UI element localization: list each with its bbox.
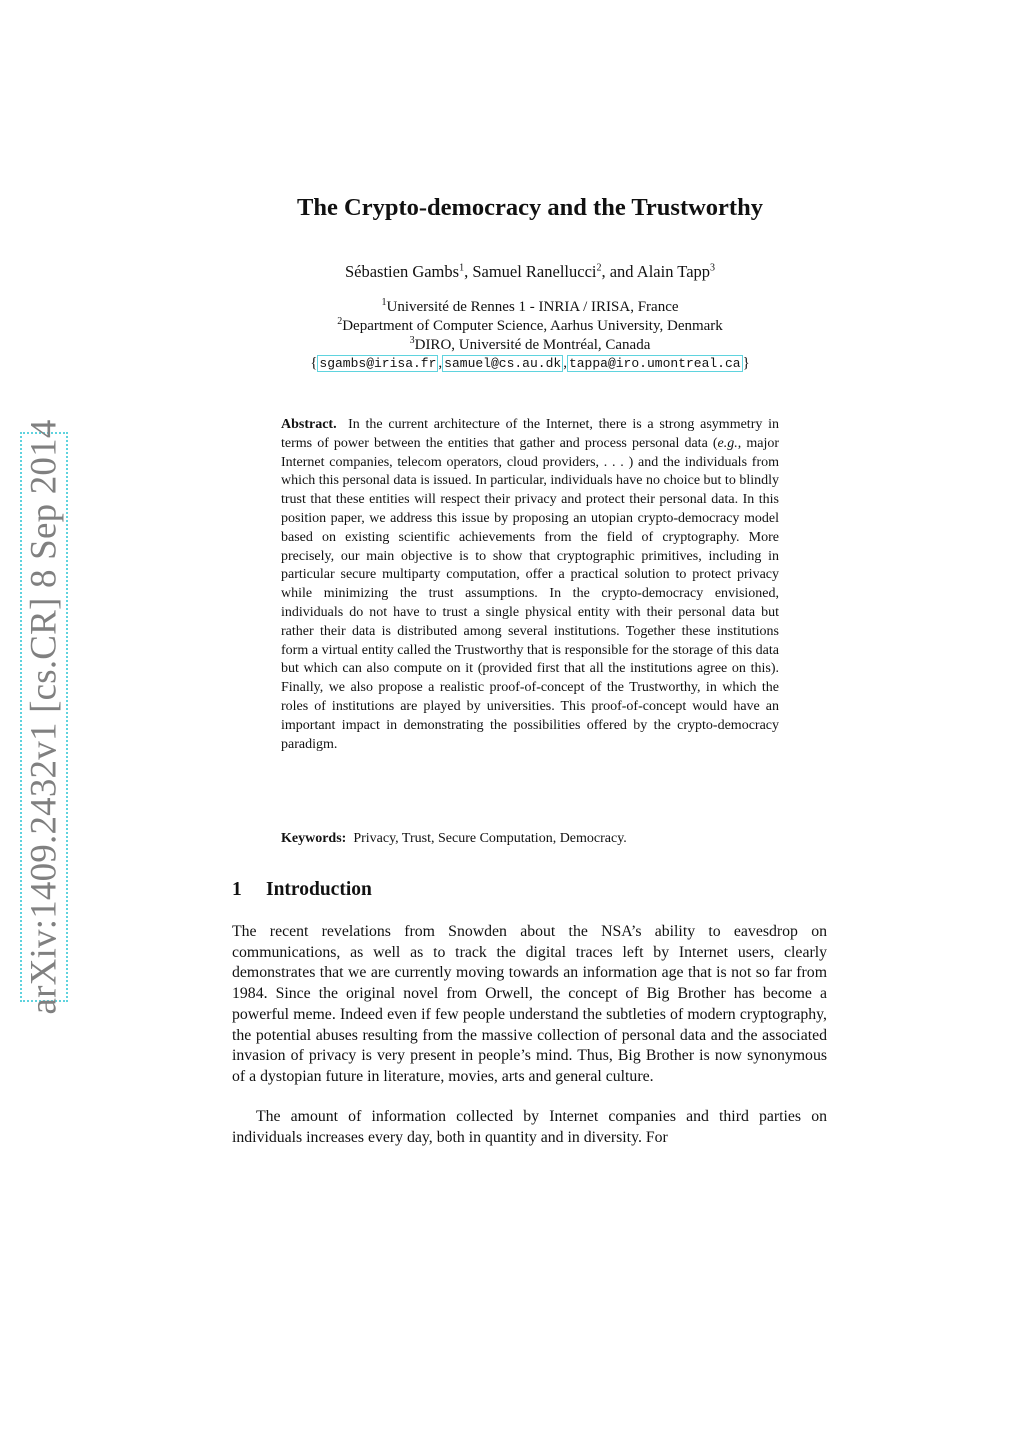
author-name: Sébastien Gambs: [344, 262, 460, 281]
body-paragraph: The amount of information collected by Internet companies and third parties on individuals increases every day, both in quantity and in diversity. For: [232, 1108, 827, 1146]
affiliation-text: DIRO, Université de Montréal, Canada: [414, 337, 651, 353]
affiliation: [0, 318, 1024, 335]
author-separator: ,: [464, 262, 473, 281]
author-name: Samuel Ranellucci: [472, 262, 597, 281]
section-heading: [232, 879, 372, 901]
abstract-text: In the current architecture of the Internet, there is a strong asymmetry in terms of power between the entities that gather and process personal data (: [281, 417, 779, 451]
email-link[interactable]: samuel@cs.au.dk: [444, 356, 562, 371]
keywords-label: Keywords:: [281, 831, 347, 846]
abstract: [281, 416, 779, 754]
keywords: [281, 831, 627, 847]
email-link[interactable]: sgambs@irisa.fr: [319, 356, 437, 371]
section-title: Introduction: [266, 879, 372, 900]
affiliation-mark: 3: [409, 335, 415, 346]
author-affiliation-mark: 3: [710, 262, 716, 274]
email-link[interactable]: tappa@iro.umontreal.ca: [568, 356, 741, 371]
affiliation-text: Université de Rennes 1 - INRIA / IRISA, France: [386, 299, 679, 315]
affiliation-mark: 1: [381, 297, 387, 308]
arxiv-watermark[interactable]: [20, 419, 68, 1015]
affiliation: [0, 337, 1024, 354]
author-affiliation-mark: 2: [596, 262, 602, 274]
author-list: [0, 262, 1024, 282]
abstract-label: Abstract.: [281, 417, 337, 432]
affiliation: [0, 299, 1024, 316]
abstract-text: , major Internet companies, telecom operators, cloud providers, . . . ) and the individuals from which this personal data is issued. In particular, individuals have no choice but to blindly trust that these entities will respect their privacy and protect their personal data. In this position paper, we address this issue by proposing an utopian crypto-democracy model based on existing scientific achievements from the field of cryptography. More precisely, our main objective is to show that cryptographic primitives, including in particular secure multiparty computation, offer a practical solution to protect privacy while minimizing the trust assumptions. In the crypto-democracy envisioned, individuals do not have to trust a single physical entity with their personal data but rather their data is distributed among several institutions. Together these institutions form a virtual entity called the Trustworthy that is responsible for the storage of this data but which can also compute on it (provided first that all the institutions agree on this). Finally, we also propose a realistic proof-of-concept of the Trustworthy, in which the roles of institutions are played by universities. This proof-of-concept would have an important impact in demonstrating the possibilities offered by the crypto-democracy paradigm.: [281, 435, 780, 752]
author-affiliation-mark: 1: [459, 262, 465, 274]
section-number: 1: [232, 879, 242, 900]
author-name: Alain Tapp: [636, 262, 711, 281]
email-list: { sgambs@irisa.fr , samuel@cs.au.dk , tappa@iro.umontreal.ca }: [310, 355, 750, 371]
paper-title: The Crypto-democracy and the Trustworthy: [297, 194, 763, 221]
affiliation-text: Department of Computer Science, Aarhus University, Denmark: [342, 318, 723, 334]
arxiv-identifier: arXiv:1409.2432v1 [cs.CR] 8 Sep 2014: [23, 419, 65, 1015]
keywords-text: Privacy, Trust, Secure Computation, Democracy.: [353, 831, 627, 846]
affiliation-mark: 2: [337, 316, 343, 327]
author-separator: , and: [601, 262, 637, 281]
body-paragraph: The recent revelations from Snowden about the NSA’s ability to eavesdrop on communications, as well as to track the digital traces left by Internet users, clearly demonstrates that we are currently moving towards an information age that is not so far from 1984. Since the original novel from Orwell, the concept of Big Brother has become a powerful meme. Indeed even if few people understand the subtleties of modern cryptography, the potential abuses resulting from the massive collection of personal data and the associated invasion of privacy is very present in people’s mind. Thus, Big Brother is now synonymous of a dystopian future in literature, movies, arts and general culture.: [232, 923, 827, 1085]
abstract-emphasis: e.g.: [717, 435, 738, 451]
